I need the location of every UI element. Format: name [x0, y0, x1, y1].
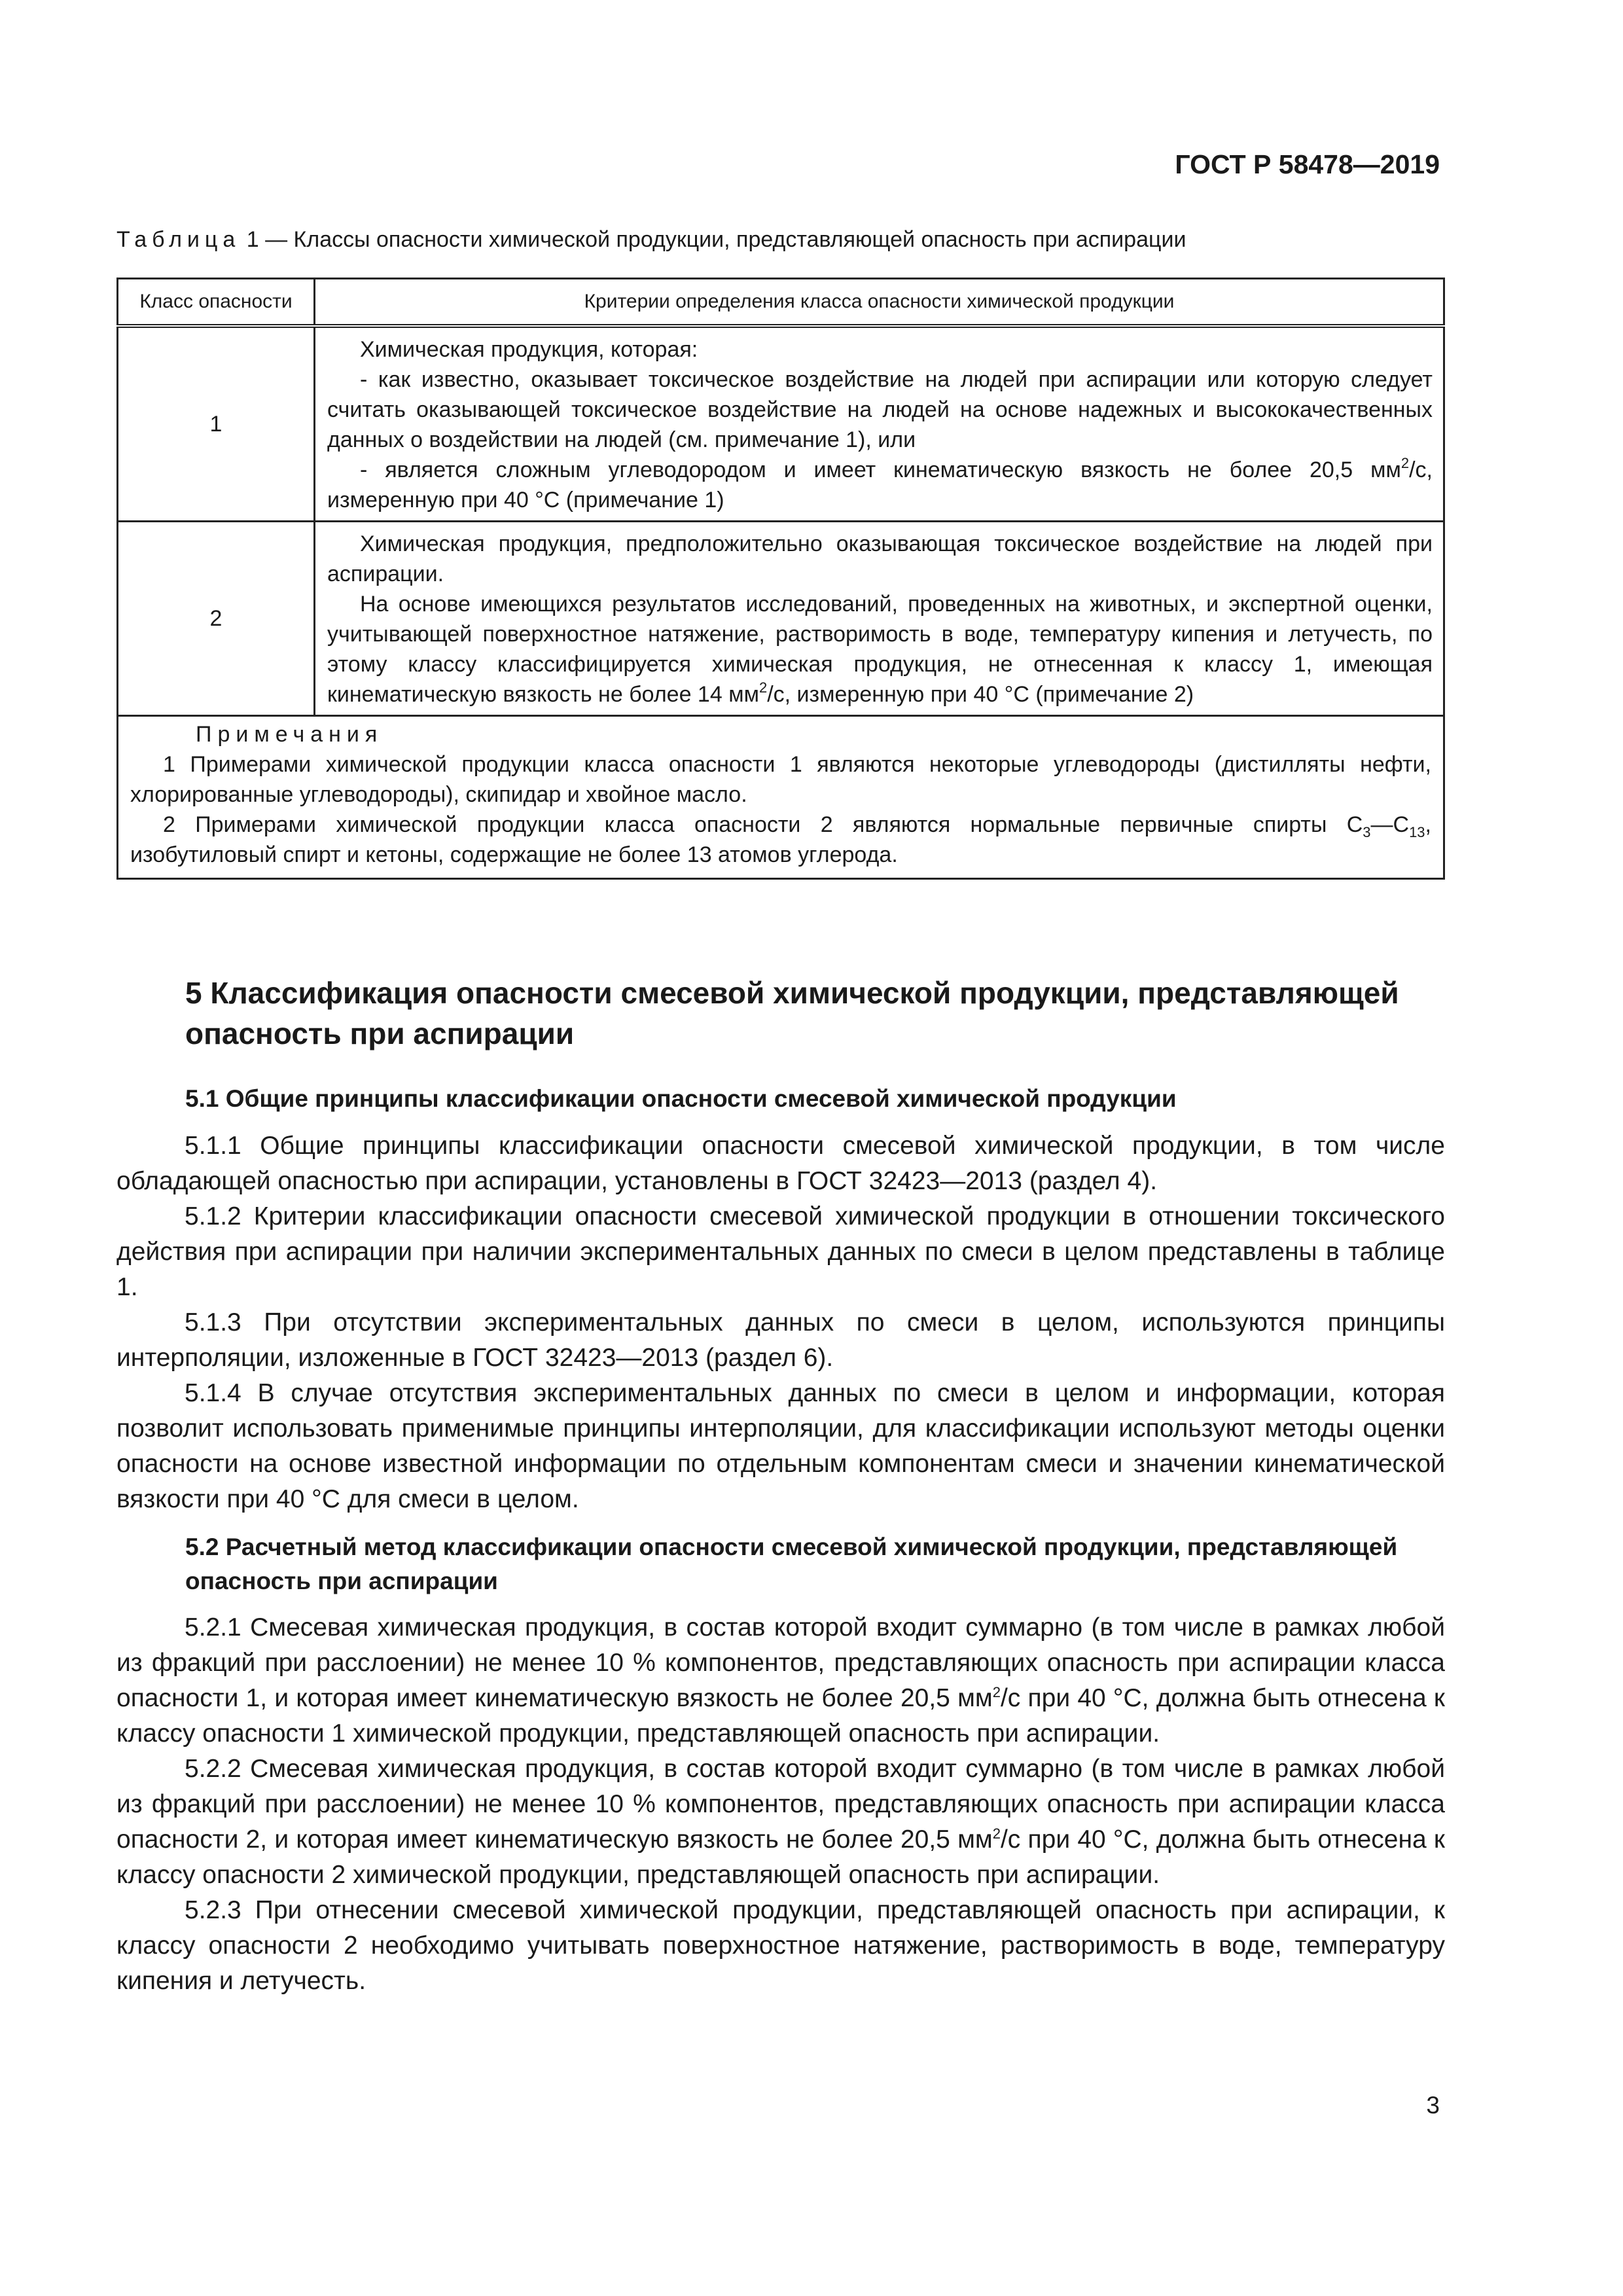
column-header-class: Класс опасности: [118, 279, 315, 327]
section-5-1-heading: 5.1 Общие принципы классификации опасности смесевой химической продукции: [185, 1085, 1177, 1112]
criteria-text: /с, измеренную при 40 °С (примечание 2): [767, 682, 1194, 707]
section-5-1-body: [116, 1128, 1445, 1517]
note-text: , изобутиловый спирт и кетоны, содержащие не более 13 атомов углерода.: [130, 812, 1431, 867]
criteria-line: - как известно, оказывает токсическое воздействие на людей при аспирации или которую следует считать оказывающей токсическое воздействие на людей на основе надежных и высококачественных данных о воздействии на людей (см. примечание 1), или: [327, 367, 1433, 452]
subscript: 13: [1409, 824, 1425, 840]
criteria-text: На основе имеющихся результатов исследований, проведенных на животных, и экспертной оценки, учитывающей поверхностное натяжение, растворимость в воде, температуру кипения и летучесть, по этому классу классифицируется химическая продукция, не отнесенная к классу 1, имеющая кинематическую вязкость не более 14 мм: [327, 592, 1433, 707]
paragraph: 5.1.4 В случае отсутствия экспериментальных данных по смеси в целом и информации, которая позволит использовать применимые принципы интерполяции, для классификации используют методы оценки опасности на основе известной информации по отдельным компонентам смеси и значении кинематической вязкости при 40 °С для смеси в целом.: [116, 1379, 1445, 1513]
subscript: 3: [1363, 824, 1371, 840]
paragraph: 5.1.1 Общие принципы классификации опасности смесевой химической продукции, в том числе обладающей опасностью при аспирации, установлены в ГОСТ 32423—2013 (раздел 4).: [116, 1132, 1445, 1195]
section-5-2-heading: 5.2 Расчетный метод классификации опасности смесевой химической продукции, представляющей опасность при аспирации: [185, 1534, 1398, 1594]
paragraph-text: 5.2.2 Смесевая химическая продукция, в состав которой входит суммарно (в том числе в рамках любой из фракций при расслоении) не менее 10 % компонентов, представляющих опасность при аспирации класса опасности 2, и которая имеет кинематическую вязкость не более 20,5 мм: [116, 1755, 1445, 1854]
superscript: 2: [992, 1684, 1001, 1700]
note-text: —С: [1370, 812, 1410, 837]
section-5-2-body: [116, 1610, 1445, 1999]
document-standard-number: ГОСТ Р 58478—2019: [1175, 149, 1440, 179]
table-notes-row: [118, 716, 1444, 879]
criteria-text: - является сложным углеводородом и имеет кинематическую вязкость не более 20,5 мм: [360, 457, 1401, 482]
criteria-cell: [315, 326, 1444, 522]
table-header-row: [118, 279, 1444, 327]
page-number: 3: [1426, 2092, 1440, 2119]
class-cell: 2: [118, 522, 315, 716]
criteria-line: [327, 589, 1433, 709]
superscript: 2: [1400, 455, 1410, 471]
criteria-line: Химическая продукция, предположительно оказывающая токсическое воздействие на людей при аспирации.: [327, 531, 1433, 586]
table-caption: [116, 227, 1445, 253]
note-text: 2 Примерами химической продукции класса опасности 2 являются нормальные первичные спирты С: [163, 812, 1363, 837]
criteria-cell: [315, 522, 1444, 716]
criteria-line: Химическая продукция, которая:: [360, 337, 698, 362]
table-caption-word: Таблица: [116, 227, 241, 252]
paragraph: 5.1.3 При отсутствии экспериментальных данных по смеси в целом, используются принципы интерполяции, изложенные в ГОСТ 32423—2013 (раздел 6).: [116, 1308, 1445, 1372]
hazard-class-table: [116, 278, 1445, 880]
paragraph: 5.1.2 Критерии классификации опасности смесевой химической продукции в отношении токсического действия при аспирации при наличии экспериментальных данных по смеси в целом представлены в таблице 1.: [116, 1202, 1445, 1301]
paragraph-text: /с при 40 °С, должна быть отнесена к классу опасности 2 химической продукции, представляющей опасность при аспирации.: [116, 1825, 1445, 1889]
criteria-line: [327, 455, 1433, 515]
note-item: 1 Примерами химической продукции класса опасности 1 являются некоторые углеводороды (дистилляты нефти, хлорированные углеводороды), скипидар и хвойное масло.: [130, 752, 1431, 807]
paragraph-text: /с при 40 °С, должна быть отнесена к классу опасности 1 химической продукции, представляющей опасность при аспирации.: [116, 1684, 1445, 1748]
class-cell: 1: [118, 326, 315, 522]
notes-title: Примечания: [196, 722, 383, 747]
note-item: [130, 810, 1431, 870]
superscript: 2: [758, 679, 768, 696]
paragraph-text: 5.2.1 Смесевая химическая продукция, в состав которой входит суммарно (в том числе в рамках любой из фракций при расслоении) не менее 10 % компонентов, представляющих опасность при аспирации класса опасности 1, и которая имеет кинематическую вязкость не более 20,5 мм: [116, 1613, 1445, 1712]
paragraph: [116, 1610, 1445, 1751]
criteria-text: /с, измеренную при 40 °С (примечание 1): [327, 457, 1433, 512]
section-5-heading: 5 Классификация опасности смесевой химической продукции, представляющей опасность при аспирации: [185, 976, 1399, 1050]
table-row: [118, 326, 1444, 522]
paragraph: [116, 1751, 1445, 1893]
notes-cell: [118, 716, 1444, 879]
table-row: [118, 522, 1444, 716]
superscript: 2: [992, 1825, 1001, 1842]
column-header-criteria: Критерии определения класса опасности химической продукции: [315, 279, 1444, 327]
table-caption-text: 1 — Классы опасности химической продукции, представляющей опасность при аспирации: [240, 227, 1186, 252]
paragraph: 5.2.3 При отнесении смесевой химической продукции, представляющей опасность при аспирации, к классу опасности 2 необходимо учитывать поверхностное натяжение, растворимость в воде, температуру кипения и летучесть.: [116, 1896, 1445, 1995]
